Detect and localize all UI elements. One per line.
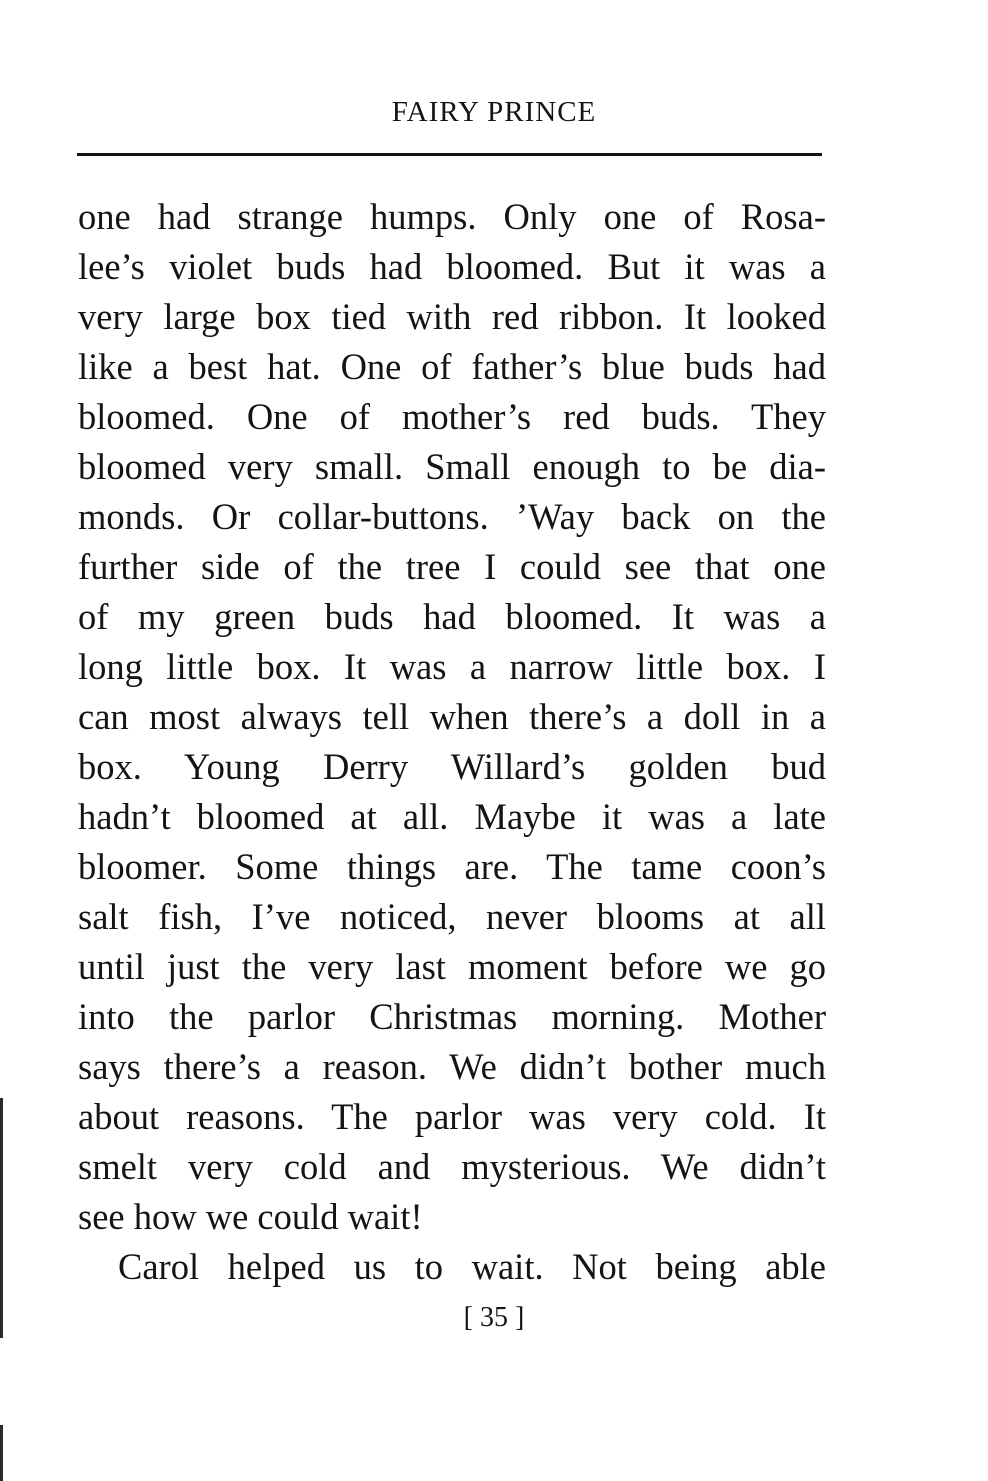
- text-line: into the parlor Christmas morning. Mother: [78, 996, 826, 1037]
- text-line: one had strange humps. Only one of Rosa-: [78, 196, 826, 237]
- text-line: very large box tied with red ribbon. It looked: [78, 296, 826, 337]
- text-line: bloomed. One of mother’s red buds. They: [78, 396, 826, 437]
- text-line: salt fish, I’ve noticed, never blooms at all: [78, 896, 826, 937]
- text-line: like a best hat. One of father’s blue buds had: [78, 346, 826, 387]
- text-line: of my green buds had bloomed. It was a: [78, 596, 826, 637]
- text-line: see how we could wait!: [78, 1196, 423, 1237]
- text-line: bloomed very small. Small enough to be dia-: [78, 446, 826, 487]
- running-title: FAIRY PRINCE: [391, 96, 597, 128]
- text-line: box. Young Derry Willard’s golden bud: [78, 746, 826, 787]
- binding-edge-mark: [0, 1425, 3, 1481]
- text-line: until just the very last moment before we go: [78, 946, 826, 987]
- text-line: smelt very cold and mysterious. We didn’t: [78, 1146, 826, 1187]
- text-line: hadn’t bloomed at all. Maybe it was a late: [78, 796, 826, 837]
- text-line: lee’s violet buds had bloomed. But it was a: [78, 246, 826, 287]
- text-line: bloomer. Some things are. The tame coon’s: [78, 846, 826, 887]
- text-line: can most always tell when there’s a doll in a: [78, 696, 826, 737]
- text-line: about reasons. The parlor was very cold. It: [78, 1096, 826, 1137]
- text-line: long little box. It was a narrow little box. I: [78, 646, 826, 687]
- binding-edge-mark: [0, 1098, 3, 1338]
- body-text: [78, 192, 826, 1292]
- page-number: [ 35 ]: [463, 1302, 525, 1333]
- text-line: says there’s a reason. We didn’t bother much: [78, 1046, 826, 1087]
- text-line: further side of the tree I could see that one: [78, 546, 826, 587]
- text-line: monds. Or collar-buttons. ’Way back on the: [78, 496, 826, 537]
- header-rule: [77, 153, 822, 156]
- paragraph-first-line: Carol helped us to wait. Not being able: [118, 1246, 826, 1287]
